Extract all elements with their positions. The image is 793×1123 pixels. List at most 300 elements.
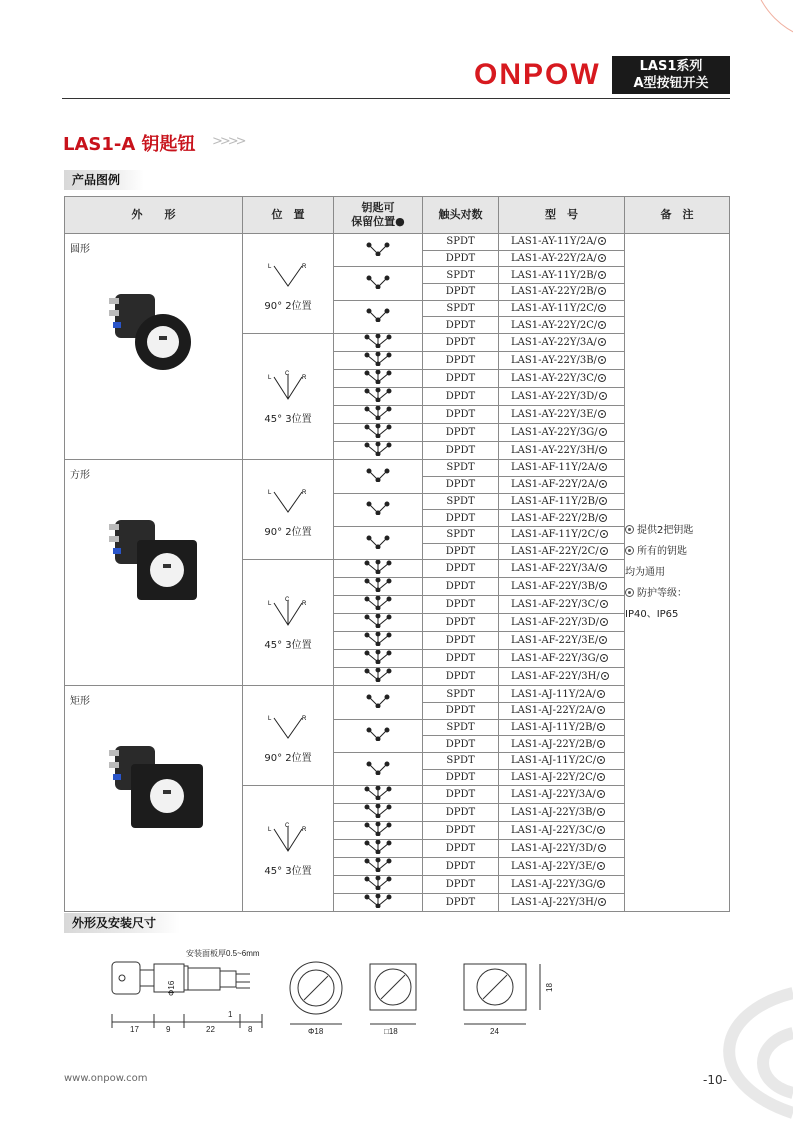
light-option-icon — [598, 287, 606, 295]
model-cell — [499, 334, 625, 352]
model-cell — [499, 650, 625, 668]
note-line — [625, 541, 729, 562]
dim-sq18: □18 — [384, 1027, 398, 1034]
light-option-icon — [597, 756, 605, 764]
light-option-icon — [597, 740, 605, 748]
note-text: 提供2把钥匙 — [637, 525, 694, 537]
key-position-symbol-icon — [364, 650, 392, 664]
key-hold-cell — [334, 668, 423, 686]
position-45-diagram-icon — [268, 821, 308, 857]
key-hold-cell — [334, 388, 423, 406]
contacts-cell: SPDT — [423, 753, 499, 770]
note-text: 所有的钥匙 — [637, 546, 687, 558]
position-45-diagram-icon — [268, 595, 308, 631]
model-cell — [499, 668, 625, 686]
key-hold-cell — [334, 753, 423, 786]
contacts-cell: DPDT — [423, 769, 499, 786]
key-hold-cell — [334, 526, 423, 559]
contacts-cell: SPDT — [423, 719, 499, 736]
contacts-cell: SPDT — [423, 686, 499, 703]
svg-text:R: R — [302, 600, 307, 607]
light-option-icon — [598, 410, 606, 418]
light-option-icon — [600, 618, 608, 626]
position-label: 90° 2位置 — [264, 526, 312, 538]
key-position-symbol-icon — [366, 761, 390, 775]
model-number: LAS1-AF-11Y/2B/ — [511, 495, 599, 507]
model-cell — [499, 560, 625, 578]
model-number: LAS1-AJ-22Y/2C/ — [511, 772, 597, 784]
model-cell — [499, 406, 625, 424]
key-hold-cell — [334, 560, 423, 578]
contacts-cell: DPDT — [423, 543, 499, 560]
key-head-shape — [112, 962, 140, 994]
svg-text:R: R — [302, 489, 307, 496]
svg-text:L: L — [268, 826, 272, 833]
contacts-cell: DPDT — [423, 406, 499, 424]
contacts-cell: SPDT — [423, 526, 499, 543]
model-cell — [499, 250, 625, 267]
key-position-symbol-icon — [364, 334, 392, 348]
product-photo — [101, 500, 211, 610]
header-divider — [62, 98, 730, 99]
dim-17: 17 — [130, 1025, 139, 1034]
key-position-symbol-icon — [364, 668, 392, 682]
model-number: LAS1-AF-22Y/2A/ — [511, 479, 599, 491]
light-option-icon — [598, 304, 606, 312]
contacts-cell: DPDT — [423, 250, 499, 267]
model-cell — [499, 840, 625, 858]
contacts-cell: DPDT — [423, 840, 499, 858]
contacts-cell: DPDT — [423, 804, 499, 822]
key-position-symbol-icon — [366, 501, 390, 515]
model-number: LAS1-AY-22Y/3G/ — [511, 427, 598, 439]
position-label: 90° 2位置 — [264, 752, 312, 764]
key-position-symbol-icon — [364, 406, 392, 420]
position-90-cell — [243, 460, 334, 560]
key-position-symbol-icon — [364, 786, 392, 800]
light-option-icon — [599, 428, 607, 436]
model-number: LAS1-AF-22Y/3D/ — [511, 617, 599, 629]
model-number: LAS1-AY-11Y/2C/ — [511, 303, 598, 315]
model-cell — [499, 702, 625, 719]
position-45-cell — [243, 786, 334, 912]
model-cell — [499, 858, 625, 876]
panel-plate-shape — [184, 966, 188, 990]
key-position-symbol-icon — [364, 614, 392, 628]
note-line — [625, 562, 729, 583]
key-position-symbol-icon — [366, 468, 390, 482]
model-cell — [499, 460, 625, 477]
light-option-icon — [597, 826, 605, 834]
key-position-symbol-icon — [364, 596, 392, 610]
key-hold-cell — [334, 686, 423, 719]
svg-text:L: L — [268, 489, 272, 496]
position-45-cell — [243, 560, 334, 686]
contacts-cell: SPDT — [423, 267, 499, 284]
light-option-icon — [600, 530, 608, 538]
light-option-icon — [601, 672, 609, 680]
contacts-cell: DPDT — [423, 476, 499, 493]
contacts-cell: DPDT — [423, 596, 499, 614]
model-cell — [499, 543, 625, 560]
light-option-icon — [599, 514, 607, 522]
contacts-cell: DPDT — [423, 736, 499, 753]
key-hold-cell — [334, 894, 423, 912]
model-number: LAS1-AJ-22Y/3B/ — [511, 807, 596, 819]
key-position-symbol-icon — [364, 822, 392, 836]
position-label: 45° 3位置 — [264, 413, 312, 425]
key-position-symbol-icon — [364, 632, 392, 646]
contacts-cell: SPDT — [423, 300, 499, 317]
key-hold-cell — [334, 460, 423, 493]
model-number: LAS1-AJ-11Y/2A/ — [511, 688, 596, 700]
note-cell — [625, 234, 730, 912]
key-hole-shape — [119, 975, 125, 981]
key-hold-cell — [334, 650, 423, 668]
light-option-icon — [598, 844, 606, 852]
light-option-icon — [599, 582, 607, 590]
header-key-hold-line2: 保留位置● — [351, 215, 405, 228]
key-position-symbol-icon — [364, 424, 392, 438]
model-cell — [499, 510, 625, 527]
key-position-symbol-icon — [364, 388, 392, 402]
light-option-icon — [599, 480, 607, 488]
model-number: LAS1-AF-22Y/3E/ — [511, 635, 599, 647]
model-number: LAS1-AY-22Y/3H/ — [511, 445, 599, 457]
light-option-icon — [599, 564, 607, 572]
key-shank-shape — [140, 970, 154, 986]
header-note: 备 注 — [625, 197, 730, 234]
key-hold-cell — [334, 822, 423, 840]
section-product-heading: 产品图例 — [64, 170, 144, 190]
key-hold-cell — [334, 334, 423, 352]
bullet-icon — [625, 546, 634, 555]
model-cell — [499, 317, 625, 334]
model-cell — [499, 786, 625, 804]
model-number: LAS1-AY-22Y/3C/ — [511, 373, 598, 385]
model-number: LAS1-AJ-22Y/3G/ — [511, 879, 597, 891]
light-option-icon — [597, 880, 605, 888]
series-line-2: A型按钮开关 — [633, 76, 709, 91]
light-option-icon — [597, 808, 605, 816]
note-text: 均为通用 — [625, 567, 665, 579]
contacts-cell: DPDT — [423, 560, 499, 578]
contacts-cell: DPDT — [423, 578, 499, 596]
model-number: LAS1-AF-22Y/2C/ — [511, 545, 599, 557]
key-hold-cell — [334, 786, 423, 804]
position-90-diagram-icon — [268, 482, 308, 518]
key-hold-cell — [334, 300, 423, 333]
key-position-symbol-icon — [364, 352, 392, 366]
key-position-symbol-icon — [364, 442, 392, 456]
svg-text:C: C — [285, 596, 290, 603]
dimension-drawing — [100, 944, 560, 1034]
model-cell — [499, 267, 625, 284]
model-number: LAS1-AJ-22Y/3H/ — [511, 897, 598, 909]
contacts-cell: DPDT — [423, 284, 499, 301]
model-number: LAS1-AF-22Y/3B/ — [511, 581, 599, 593]
terminal-shape — [220, 971, 236, 987]
model-number: LAS1-AJ-22Y/3A/ — [511, 789, 596, 801]
key-hold-cell — [334, 370, 423, 388]
dim-24: 24 — [490, 1027, 499, 1034]
contacts-cell: DPDT — [423, 442, 499, 460]
model-number: LAS1-AY-11Y/2B/ — [511, 269, 597, 281]
key-hold-cell — [334, 632, 423, 650]
svg-text:L: L — [268, 374, 272, 381]
model-number: LAS1-AF-22Y/3H/ — [511, 671, 600, 683]
model-cell — [499, 719, 625, 736]
contacts-cell: DPDT — [423, 388, 499, 406]
key-position-symbol-icon — [366, 694, 390, 708]
svg-text:L: L — [268, 600, 272, 607]
position-90-cell — [243, 234, 334, 334]
bullet-icon — [625, 588, 634, 597]
shape-label: 矩形 — [70, 696, 90, 708]
title-arrows-icon: >>>> — [212, 134, 244, 149]
position-90-diagram-icon — [268, 708, 308, 744]
note-text: IP40、IP65 — [625, 609, 679, 621]
svg-text:L: L — [268, 715, 272, 722]
dim-18: 18 — [545, 983, 554, 992]
model-cell — [499, 352, 625, 370]
model-cell — [499, 686, 625, 703]
model-cell — [499, 284, 625, 301]
light-option-icon — [598, 374, 606, 382]
svg-text:L: L — [268, 263, 272, 270]
contacts-cell: DPDT — [423, 668, 499, 686]
light-option-icon — [598, 254, 606, 262]
contacts-cell: DPDT — [423, 370, 499, 388]
light-option-icon — [598, 271, 606, 279]
light-option-icon — [598, 321, 606, 329]
model-number: LAS1-AY-22Y/3E/ — [511, 409, 597, 421]
header-position: 位 置 — [243, 197, 334, 234]
header-shape: 外 形 — [65, 197, 243, 234]
svg-text:R: R — [302, 263, 307, 270]
model-cell — [499, 753, 625, 770]
contacts-cell: DPDT — [423, 786, 499, 804]
position-90-cell — [243, 686, 334, 786]
model-number: LAS1-AF-22Y/3C/ — [511, 599, 599, 611]
model-cell — [499, 424, 625, 442]
svg-text:C: C — [285, 822, 290, 829]
model-cell — [499, 614, 625, 632]
footer-url[interactable]: www.onpow.com — [64, 1073, 148, 1084]
key-hold-cell — [334, 858, 423, 876]
header-contacts: 触头对数 — [423, 197, 499, 234]
note-line — [625, 604, 729, 625]
shape-cell — [65, 686, 243, 912]
product-photo — [101, 726, 211, 836]
svg-text:C: C — [285, 370, 290, 377]
key-hold-cell — [334, 442, 423, 460]
key-position-symbol-icon — [366, 727, 390, 741]
series-badge — [612, 56, 730, 94]
key-hold-cell — [334, 804, 423, 822]
model-cell — [499, 493, 625, 510]
model-cell — [499, 632, 625, 650]
key-position-symbol-icon — [364, 858, 392, 872]
key-hold-cell — [334, 267, 423, 300]
model-cell — [499, 526, 625, 543]
model-cell — [499, 894, 625, 912]
header-key-hold — [334, 197, 423, 234]
model-number: LAS1-AY-22Y/2B/ — [511, 286, 597, 298]
light-option-icon — [599, 636, 607, 644]
model-cell — [499, 442, 625, 460]
contacts-cell: SPDT — [423, 234, 499, 251]
position-label: 45° 3位置 — [264, 639, 312, 651]
model-number: LAS1-AJ-11Y/2C/ — [511, 755, 597, 767]
page-number: -10- — [703, 1073, 727, 1087]
contacts-cell: DPDT — [423, 822, 499, 840]
light-option-icon — [597, 723, 605, 731]
model-number: LAS1-AY-22Y/3D/ — [511, 391, 598, 403]
light-option-icon — [600, 654, 608, 662]
model-number: LAS1-AY-22Y/2A/ — [511, 253, 597, 265]
table-row — [65, 234, 730, 251]
key-position-symbol-icon — [364, 370, 392, 384]
model-number: LAS1-AJ-22Y/3C/ — [511, 825, 597, 837]
model-number: LAS1-AF-22Y/3A/ — [511, 563, 599, 575]
contacts-cell: DPDT — [423, 317, 499, 334]
contacts-cell: DPDT — [423, 632, 499, 650]
dim-8: 8 — [248, 1025, 253, 1034]
contacts-cell: DPDT — [423, 650, 499, 668]
light-option-icon — [597, 790, 605, 798]
shape-cell — [65, 234, 243, 460]
model-number: LAS1-AJ-22Y/3E/ — [511, 861, 596, 873]
light-option-icon — [599, 463, 607, 471]
contacts-cell: DPDT — [423, 876, 499, 894]
page-title: LAS1-A 钥匙钮 — [63, 134, 196, 155]
panel-thickness-label: 安装面板厚0.5~6mm — [186, 949, 260, 958]
contacts-cell: DPDT — [423, 894, 499, 912]
model-cell — [499, 876, 625, 894]
key-position-symbol-icon — [366, 308, 390, 322]
light-option-icon — [600, 547, 608, 555]
model-cell — [499, 596, 625, 614]
light-option-icon — [598, 237, 606, 245]
contacts-cell: DPDT — [423, 510, 499, 527]
key-hold-cell — [334, 406, 423, 424]
key-position-symbol-icon — [366, 535, 390, 549]
contacts-cell: DPDT — [423, 424, 499, 442]
light-option-icon — [599, 497, 607, 505]
dim-phi18: Φ18 — [308, 1027, 324, 1034]
header-key-hold-line1: 钥匙可 — [361, 201, 395, 214]
key-position-symbol-icon — [364, 804, 392, 818]
model-number: LAS1-AY-22Y/2C/ — [511, 319, 598, 331]
model-number: LAS1-AF-11Y/2A/ — [511, 462, 599, 474]
key-position-symbol-icon — [364, 840, 392, 854]
model-number: LAS1-AF-11Y/2C/ — [511, 529, 599, 541]
contacts-cell: SPDT — [423, 460, 499, 477]
position-45-diagram-icon — [268, 369, 308, 405]
model-number: LAS1-AF-22Y/2B/ — [511, 512, 599, 524]
model-number: LAS1-AY-22Y/3B/ — [511, 355, 597, 367]
light-option-icon — [598, 898, 606, 906]
note-text: 防护等级： — [637, 588, 687, 600]
swirl-decoration — [673, 973, 793, 1123]
key-hold-cell — [334, 352, 423, 370]
model-number: LAS1-AF-22Y/3G/ — [511, 653, 599, 665]
light-option-icon — [597, 690, 605, 698]
model-number: LAS1-AY-22Y/3A/ — [511, 337, 597, 349]
key-position-symbol-icon — [366, 242, 390, 256]
light-option-icon — [597, 862, 605, 870]
position-label: 90° 2位置 — [264, 300, 312, 312]
light-option-icon — [597, 706, 605, 714]
model-number: LAS1-AJ-22Y/2B/ — [511, 738, 596, 750]
position-label: 45° 3位置 — [264, 865, 312, 877]
key-hold-cell — [334, 719, 423, 752]
key-hold-cell — [334, 614, 423, 632]
corner-decoration — [751, 0, 793, 42]
light-option-icon — [599, 392, 607, 400]
dim-22: 22 — [206, 1025, 215, 1034]
position-45-cell — [243, 334, 334, 460]
light-option-icon — [597, 773, 605, 781]
key-hold-cell — [334, 234, 423, 267]
model-cell — [499, 736, 625, 753]
model-cell — [499, 578, 625, 596]
model-cell — [499, 234, 625, 251]
key-position-symbol-icon — [366, 275, 390, 289]
brand-logo: ONPOW — [474, 58, 601, 91]
contacts-cell: SPDT — [423, 493, 499, 510]
dim-9: 9 — [166, 1025, 171, 1034]
model-cell — [499, 804, 625, 822]
contacts-cell: DPDT — [423, 702, 499, 719]
key-hold-cell — [334, 876, 423, 894]
model-cell — [499, 388, 625, 406]
series-line-1: LAS1系列 — [639, 59, 703, 74]
light-option-icon — [599, 446, 607, 454]
key-position-symbol-icon — [364, 876, 392, 890]
svg-text:R: R — [302, 715, 307, 722]
light-option-icon — [598, 338, 606, 346]
contacts-cell: DPDT — [423, 352, 499, 370]
dim-phi16: Φ16 — [167, 980, 176, 996]
bullet-icon — [625, 525, 634, 534]
model-cell — [499, 370, 625, 388]
header-model: 型 号 — [499, 197, 625, 234]
contacts-cell: DPDT — [423, 614, 499, 632]
model-cell — [499, 300, 625, 317]
product-photo — [101, 274, 211, 384]
dim-1: 1 — [228, 1010, 233, 1019]
key-position-symbol-icon — [364, 560, 392, 574]
svg-text:R: R — [302, 374, 307, 381]
contacts-cell: DPDT — [423, 334, 499, 352]
light-option-icon — [598, 356, 606, 364]
shape-label: 方形 — [70, 470, 90, 482]
contacts-cell: DPDT — [423, 858, 499, 876]
model-number: LAS1-AY-11Y/2A/ — [511, 236, 597, 248]
key-hold-cell — [334, 424, 423, 442]
key-hold-cell — [334, 840, 423, 858]
key-position-symbol-icon — [364, 578, 392, 592]
model-cell — [499, 476, 625, 493]
section-dimensions-heading: 外形及安装尺寸 — [64, 913, 180, 933]
key-hold-cell — [334, 596, 423, 614]
shape-label: 圆形 — [70, 244, 90, 255]
model-cell — [499, 769, 625, 786]
note-line — [625, 583, 729, 604]
product-table — [64, 196, 730, 912]
